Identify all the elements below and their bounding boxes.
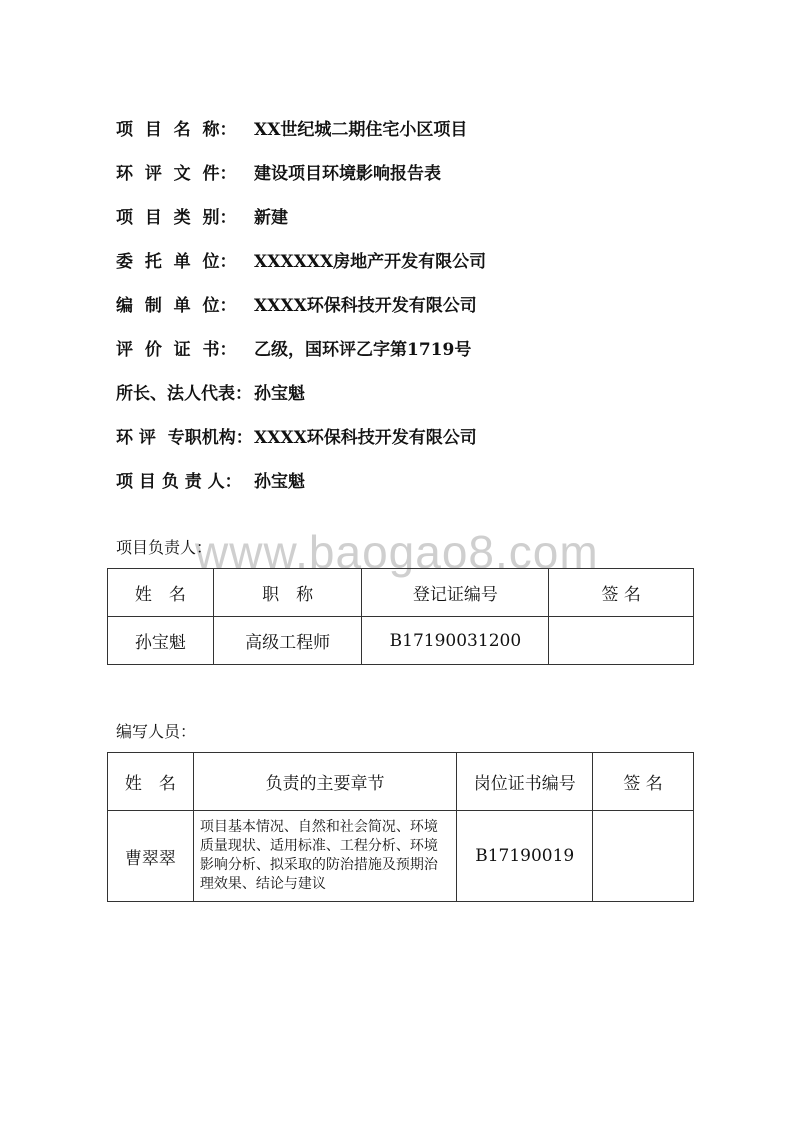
cell-signature <box>593 811 694 902</box>
info-eia-agency <box>116 427 477 449</box>
table-row <box>108 617 694 665</box>
cell-name: 孙宝魁 <box>108 617 214 665</box>
cell-signature <box>549 617 694 665</box>
header-name: 姓 名 <box>108 569 214 617</box>
info-value: XX世纪城二期住宅小区项目 <box>254 120 468 140</box>
info-value: XXXX环保科技开发有限公司 <box>254 296 477 316</box>
info-value: XXXX环保科技开发有限公司 <box>254 428 477 448</box>
info-label: 项 目 类 别： <box>116 208 237 228</box>
info-label: 评 价 证 书： <box>116 340 237 360</box>
info-label: 环 评 文 件： <box>116 164 237 184</box>
info-label: 所长、法人代表： <box>116 384 252 404</box>
info-compiler <box>116 295 477 317</box>
table-header-row <box>108 569 694 617</box>
cell-chapters: 项目基本情况、自然和社会简况、环境质量现状、适用标准、工程分析、环境影响分析、拟采取的防治措施及预期治理效果、结论与建议 <box>193 811 456 902</box>
info-value: 孙宝魁 <box>254 472 305 492</box>
leader-section-title: 项目负责人： <box>116 538 213 557</box>
info-value: 乙级，国环评乙字第1719号 <box>254 340 472 360</box>
info-client <box>116 251 486 273</box>
watermark: www.baogao8.com <box>195 526 599 578</box>
cell-certificate-number: B17190019 <box>457 811 593 902</box>
cell-registration-number: B17190031200 <box>362 617 549 665</box>
table-header-row <box>108 753 694 811</box>
info-certificate <box>116 339 471 361</box>
info-label: 项 目 名 称： <box>116 120 237 140</box>
header-signature: 签 名 <box>549 569 694 617</box>
header-name: 姓 名 <box>108 753 194 811</box>
info-label: 委 托 单 位： <box>116 252 237 272</box>
header-certificate-number: 岗位证书编号 <box>457 753 593 811</box>
info-label: 编 制 单 位： <box>116 296 237 316</box>
info-project-category <box>116 207 288 229</box>
writer-table <box>107 752 694 902</box>
header-registration-number: 登记证编号 <box>362 569 549 617</box>
cell-name: 曹翠翠 <box>108 811 194 902</box>
info-project-leader <box>116 471 305 493</box>
info-legal-representative <box>116 383 305 405</box>
info-value: 建设项目环境影响报告表 <box>254 164 441 184</box>
info-project-name <box>116 119 467 141</box>
leader-table <box>107 568 694 665</box>
info-eia-document <box>116 163 441 185</box>
header-title: 职 称 <box>213 569 362 617</box>
info-value: XXXXXX房地产开发有限公司 <box>254 252 487 272</box>
info-label: 项 目 负 责 人： <box>116 472 242 492</box>
info-label: 环 评 专职机构： <box>116 428 253 448</box>
writer-section-title: 编写人员： <box>116 722 197 741</box>
table-row <box>108 811 694 902</box>
info-value: 孙宝魁 <box>254 384 305 404</box>
info-value: 新建 <box>254 208 288 228</box>
cell-title: 高级工程师 <box>213 617 362 665</box>
header-chapters: 负责的主要章节 <box>193 753 456 811</box>
header-signature: 签 名 <box>593 753 694 811</box>
